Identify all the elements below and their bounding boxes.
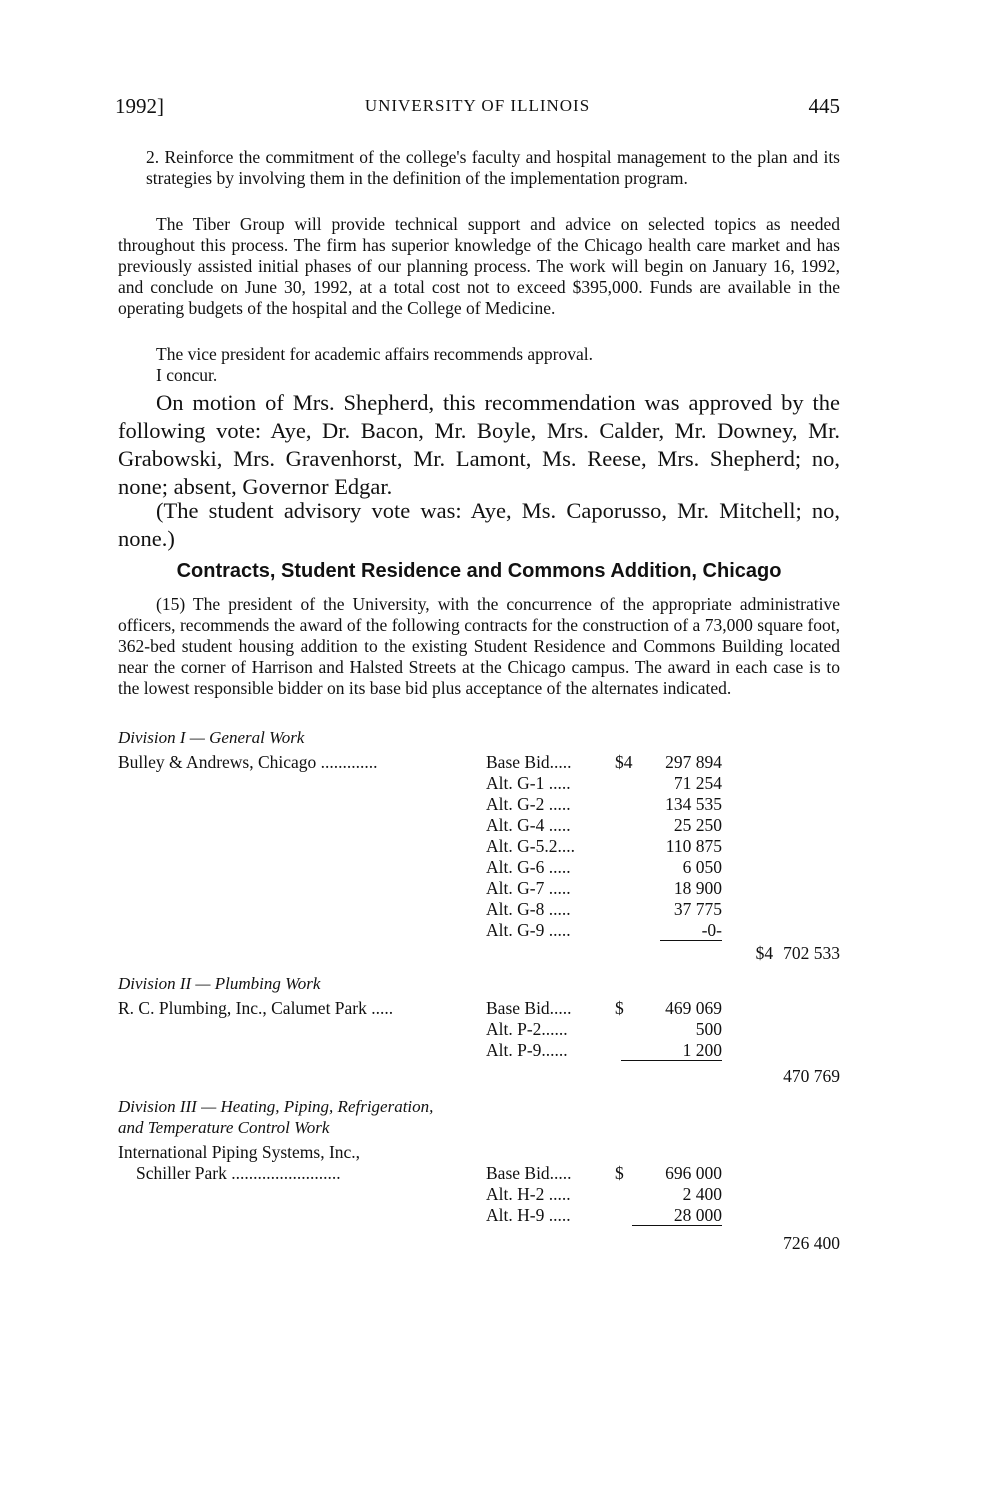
contractor-name: Bulley & Andrews, Chicago .............: [118, 752, 378, 772]
contractor-name-continued: Schiller Park .........................: [136, 1163, 341, 1183]
bid-label: Alt. G-1 .....: [486, 773, 571, 793]
bid-amount: 469 069: [665, 998, 722, 1018]
total-currency: $4: [755, 943, 774, 963]
bid-amount: 71 254: [673, 773, 722, 793]
bid-label: Base Bid.....: [486, 1163, 572, 1183]
contractor-name: International Piping Systems, Inc.,: [118, 1142, 361, 1162]
bid-amount: 37 775: [673, 899, 722, 919]
section-heading: Contracts, Student Residence and Commons Addition, Chicago: [176, 560, 782, 582]
numbered-item-2: 2. Reinforce the commitment of the college's faculty and hospital management to the plan and its strategies by involving them in the definition of the implementation program.: [146, 147, 840, 188]
bid-label: Alt. G-2 .....: [486, 794, 571, 814]
bid-currency: $4: [615, 752, 633, 772]
header-title: UNIVERSITY OF ILLINOIS: [364, 96, 591, 115]
bid-amount: 696 000: [665, 1163, 722, 1183]
bid-amount: 1 200: [621, 1040, 722, 1061]
bid-amount: 18 900: [673, 878, 722, 898]
bid-amount: 500: [695, 1019, 722, 1039]
total-amount: 470 769: [783, 1066, 840, 1086]
intro-paragraph: (15) The president of the University, with the concurrence of the appropriate administrative officers, recommends the award of the following contracts for the construction of a 73,000 square foot, 362-bed student housing addition to the existing Student Residence and Commons Building located near the corner of Harrison and Halsted Streets at the Chicago campus. The award in each case is to the lowest responsible bidder on its base bid plus acceptance of the alternates indicated.: [118, 594, 840, 698]
bid-label: Base Bid.....: [486, 998, 572, 1018]
bid-label: Alt. G-9 .....: [486, 920, 571, 940]
tiber-paragraph: The Tiber Group will provide technical support and advice on selected topics as needed throughout this process. The firm has superior knowledge of the Chicago health care market and has previously assisted initial phases of our planning process. The work will begin on January 16, 1992, and conclude on June 30, 1992, at a total cost not to exceed $395,000. Funds are available in the operating budgets of the hospital and the College of Medicine.: [118, 214, 840, 318]
bid-label: Alt. P-2......: [486, 1019, 568, 1039]
total-amount: 726 400: [783, 1233, 840, 1253]
bid-amount: 110 875: [665, 836, 722, 856]
bid-amount: 2 400: [682, 1184, 722, 1204]
concurrence: I concur.: [156, 365, 218, 385]
bid-label: Alt. P-9......: [486, 1040, 568, 1060]
bid-label: Alt. G-4 .....: [486, 815, 571, 835]
bid-label: Base Bid.....: [486, 752, 572, 772]
bid-label: Alt. H-2 .....: [486, 1184, 571, 1204]
total-amount: 702 533: [783, 943, 840, 963]
division-title-continued: and Temperature Control Work: [118, 1118, 330, 1137]
bid-currency: $: [615, 1163, 624, 1183]
bid-label: Alt. G-7 .....: [486, 878, 571, 898]
bid-amount: 28 000: [632, 1205, 722, 1226]
bid-label: Alt. G-5.2....: [486, 836, 575, 856]
page-number: 445: [808, 94, 840, 118]
division-title: Division III — Heating, Piping, Refrigeration,: [118, 1097, 434, 1116]
bid-amount: 134 535: [665, 794, 722, 814]
bid-currency: $: [615, 998, 624, 1018]
bid-amount: 6 050: [682, 857, 722, 877]
division-total: [783, 1233, 840, 1254]
bid-amount: -0-: [660, 920, 722, 941]
bid-label: Alt. G-6 .....: [486, 857, 571, 877]
running-header: [115, 94, 840, 124]
vp-recommendation: The vice president for academic affairs recommends approval.: [156, 344, 593, 364]
division-title: Division II — Plumbing Work: [118, 974, 321, 993]
division-total: [756, 943, 840, 964]
bid-label: Alt. G-8 .....: [486, 899, 571, 919]
bid-label: Alt. H-9 .....: [486, 1205, 571, 1225]
division-title: Division I — General Work: [118, 728, 305, 747]
contractor-name: R. C. Plumbing, Inc., Calumet Park .....: [118, 998, 394, 1018]
division-total: [783, 1066, 840, 1087]
student-vote-paragraph: (The student advisory vote was: Aye, Ms. Caporusso, Mr. Mitchell; no, none.): [118, 498, 840, 551]
motion-paragraph: On motion of Mrs. Shepherd, this recommendation was approved by the following vote: Aye, Dr. Bacon, Mr. Boyle, Mrs. Calder, Mr. Downey, Mr. Grabowski, Mrs. Gravenhorst, Mr. Lamont, Ms. Reese, Mrs. Shepherd; no, none; absent, Governor Edgar.: [118, 390, 840, 499]
bid-amount: 25 250: [673, 815, 722, 835]
header-year: 1992]: [115, 94, 164, 118]
bid-amount: 297 894: [665, 752, 722, 772]
